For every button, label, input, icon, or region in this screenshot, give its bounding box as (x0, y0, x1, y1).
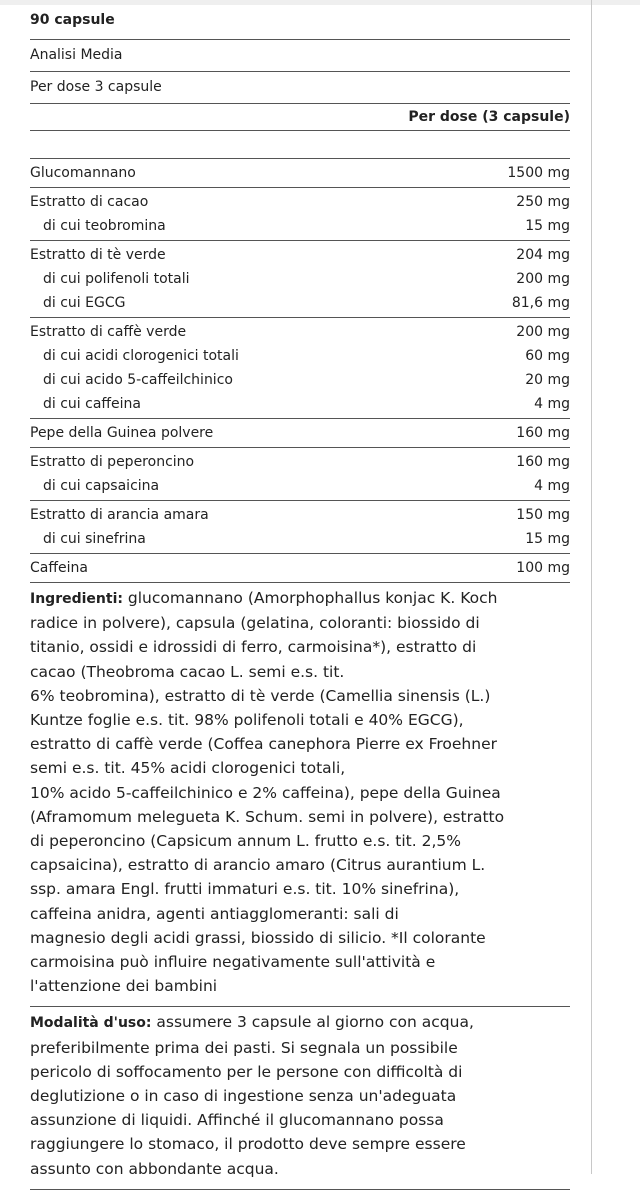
ingredients-line: titanio, ossidi e idrossidi di ferro, carmoisina*), estratto di (30, 638, 477, 657)
dose-label: Per dose 3 capsule (30, 72, 570, 104)
nutrient-value: 1500 mg (507, 165, 570, 181)
nutrition-row (30, 474, 570, 498)
ingredients-line: 6% teobromina), estratto di tè verde (Camellia sinensis (L.) (30, 686, 491, 705)
nutrition-table (30, 159, 570, 583)
nutrition-row (30, 503, 570, 527)
ingredients-line: capsaicina), estratto di arancio amaro (Citrus aurantium L. (30, 856, 486, 875)
panel-border (591, 0, 592, 1174)
nutrition-group (30, 241, 570, 318)
nutrition-group (30, 159, 570, 188)
nutrition-row (30, 267, 570, 291)
usage-first-line (30, 1010, 570, 1035)
nutrient-name: Estratto di arancia amara (30, 507, 209, 523)
package-size: 90 capsule (30, 8, 570, 40)
ingredients-line: magnesio degli acidi grassi, biossido di silicio. *Il colorante (30, 928, 486, 947)
nutrient-name: di cui acido 5-caffeilchinico (43, 372, 233, 388)
nutrition-row (30, 392, 570, 416)
ingredients-line: di peperoncino (Capsicum annum L. frutto e.s. tit. 2,5% (30, 832, 461, 851)
ingredients-line: ssp. amara Engl. frutti immaturi e.s. tit. 10% sinefrina), (30, 880, 460, 899)
analysis-label: Analisi Media (30, 40, 570, 72)
nutrition-group (30, 188, 570, 241)
nutrient-value: 204 mg (516, 247, 570, 263)
nutrient-value: 20 mg (525, 372, 570, 388)
nutrition-row (30, 527, 570, 551)
column-header: Per dose (3 capsule) (30, 104, 570, 131)
nutrient-name: Caffeina (30, 560, 88, 576)
nutrition-row (30, 421, 570, 445)
nutrition-row (30, 291, 570, 315)
ingredients-line: (Aframomum melegueta K. Schum. semi in polvere), estratto (30, 807, 505, 826)
usage-line: assunzione di liquidi. Affinché il glucomannano possa (30, 1111, 444, 1130)
ingredients-section (30, 583, 570, 1007)
nutrient-value: 200 mg (516, 324, 570, 340)
ingredients-line: cacao (Theobroma cacao L. semi e.s. tit. (30, 662, 345, 681)
nutrition-row (30, 368, 570, 392)
nutrient-value: 15 mg (525, 218, 570, 234)
usage-line: assunto con abbondante acqua. (30, 1159, 279, 1178)
nutrition-row (30, 190, 570, 214)
nutrition-group (30, 419, 570, 448)
nutrient-value: 81,6 mg (511, 295, 570, 311)
usage-line: deglutizione o in caso di ingestione senza un'adeguata (30, 1087, 457, 1106)
nutrition-row (30, 214, 570, 238)
nutrition-row (30, 556, 570, 580)
nutrient-name: Estratto di peperoncino (30, 454, 195, 470)
ingredients-line: 10% acido 5-caffeilchinico e 2% caffeina), pepe della Guinea (30, 783, 501, 802)
nutrition-group (30, 501, 570, 554)
nutrient-value: 4 mg (534, 396, 570, 412)
ingredients-line: radice in polvere), capsula (gelatina, coloranti: biossido di (30, 614, 480, 633)
nutrition-group (30, 318, 570, 419)
nutrition-row (30, 320, 570, 344)
nutrient-value: 160 mg (516, 425, 570, 441)
table-spacer (30, 131, 570, 159)
nutrient-name: di cui capsaicina (43, 478, 160, 494)
ingredients-first-line (30, 586, 570, 611)
ingredients-line: l'attenzione dei bambini (30, 977, 218, 996)
usage-line: preferibilmente prima dei pasti. Si segnala un possibile (30, 1038, 458, 1057)
nutrient-value: 160 mg (516, 454, 570, 470)
ingredients-line: Kuntze foglie e.s. tit. 98% polifenoli totali e 40% EGCG), (30, 711, 464, 730)
nutrient-name: di cui teobromina (43, 218, 166, 234)
nutrient-name: di cui sinefrina (43, 531, 146, 547)
nutrient-value: 150 mg (516, 507, 570, 523)
nutrient-name: Pepe della Guinea polvere (30, 425, 214, 441)
ingredients-label: Ingredienti: (30, 591, 123, 607)
nutrient-name: Estratto di caffè verde (30, 324, 187, 340)
ingredients-line: carmoisina può influire negativamente sull'attività e (30, 953, 436, 972)
nutrient-value: 60 mg (525, 348, 570, 364)
usage-text: assumere 3 capsule al giorno con acqua, (151, 1013, 474, 1032)
nutrition-row (30, 450, 570, 474)
nutrient-value: 4 mg (534, 478, 570, 494)
nutrient-name: Estratto di cacao (30, 194, 149, 210)
nutrient-value: 100 mg (516, 560, 570, 576)
product-info-panel (30, 8, 570, 1190)
nutrition-row (30, 243, 570, 267)
nutrient-value: 250 mg (516, 194, 570, 210)
ingredients-line: caffeina anidra, agenti antiagglomeranti: sali di (30, 904, 399, 923)
nutrient-name: di cui caffeina (43, 396, 142, 412)
nutrient-name: Estratto di tè verde (30, 247, 166, 263)
usage-line: pericolo di soffocamento per le persone con difficoltà di (30, 1062, 463, 1081)
nutrient-name: di cui acidi clorogenici totali (43, 348, 239, 364)
usage-line: raggiungere lo stomaco, il prodotto deve sempre essere (30, 1135, 466, 1154)
nutrition-row (30, 161, 570, 185)
nutrient-value: 200 mg (516, 271, 570, 287)
nutrient-name: di cui polifenoli totali (43, 271, 190, 287)
usage-section (30, 1007, 570, 1189)
nutrient-name: di cui EGCG (43, 295, 126, 311)
top-divider (0, 0, 640, 5)
ingredients-text: glucomannano (Amorphophallus konjac K. Koch (122, 589, 498, 607)
nutrient-value: 15 mg (525, 531, 570, 547)
nutrition-group (30, 554, 570, 583)
nutrition-row (30, 344, 570, 368)
ingredients-line: estratto di caffè verde (Coffea canephora Pierre ex Froehner (30, 735, 497, 754)
nutrition-group (30, 448, 570, 501)
usage-label: Modalità d'uso: (30, 1015, 152, 1032)
ingredients-line: semi e.s. tit. 45% acidi clorogenici totali, (30, 759, 346, 778)
nutrient-name: Glucomannano (30, 165, 136, 181)
